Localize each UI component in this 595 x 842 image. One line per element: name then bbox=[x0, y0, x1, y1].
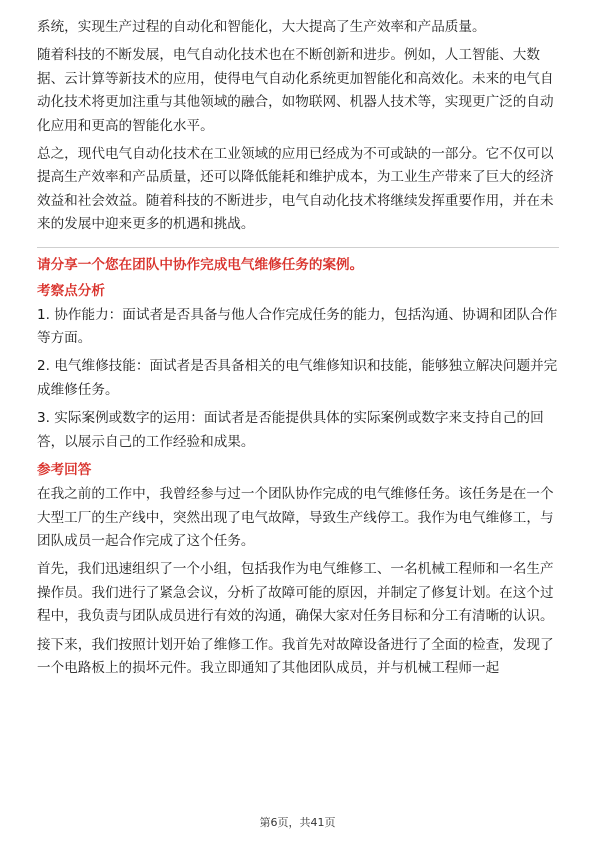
page-content bbox=[37, 16, 559, 685]
answer-paragraph-3: 接下来，我们按照计划开始了维修工作。我首先对故障设备进行了全面的检查，发现了一个电路板上的损坏元件。我立即通知了其他团队成员，并与机械工程师一起 bbox=[37, 636, 554, 676]
analysis-point-1: 1. 协作能力：面试者是否具备与他人合作完成任务的能力，包括沟通、协调和团队合作等方面。 bbox=[37, 306, 558, 347]
page-footer: 第6页，共41页 bbox=[259, 816, 336, 829]
analysis-title: 考察点分析 bbox=[37, 282, 105, 299]
answer-paragraph-2: 首先，我们迅速组织了一个小组，包括我作为电气维修工、一名机械工程师和一名生产操作员。我们进行了紧急会议，分析了故障可能的原因，并制定了修复计划。在这个过程中，我负责与团队成员进行有效的沟通，确保大家对任务目标和分工有清晰的认识。 bbox=[37, 561, 554, 625]
intro-paragraph-2: 随着科技的不断发展，电气自动化技术也在不断创新和进步。例如，人工智能、大数据、云计算等新技术的应用，使得电气自动化系统更加智能化和高效化。未来的电气自动化技术将更加注重与其他领域的融合，如物联网、机器人技术等，实现更广泛的自动化应用和更高的智能化水平。 bbox=[37, 47, 554, 134]
intro-paragraph-1: 系统，实现生产过程的自动化和智能化，大大提高了生产效率和产品质量。 bbox=[37, 19, 486, 35]
answer-title: 参考回答 bbox=[37, 462, 92, 479]
intro-paragraph-3: 总之，现代电气自动化技术在工业领域的应用已经成为不可或缺的一部分。它不仅可以提高生产效率和产品质量，还可以降低能耗和维护成本，为工业生产带来了巨大的经济效益和社会效益。随着科技的不断进步，电气自动化技术将继续发挥重要作用，并在未来的发展中迎来更多的机遇和挑战。 bbox=[37, 146, 554, 233]
question-heading: 请分享一个您在团队中协作完成电气维修任务的案例。 bbox=[37, 256, 364, 273]
answer-paragraph-1: 在我之前的工作中，我曾经参与过一个团队协作完成的电气维修任务。该任务是在一个大型工厂的生产线中，突然出现了电气故障，导致生产线停工。我作为电气维修工，与团队成员一起合作完成了这个任务。 bbox=[37, 486, 554, 549]
analysis-point-3: 3. 实际案例或数字的运用：面试者是否能提供具体的实际案例或数字来支持自己的回答，以展示自己的工作经验和成果。 bbox=[37, 410, 544, 450]
section-divider bbox=[37, 247, 559, 248]
analysis-point-2: 2. 电气维修技能：面试者是否具备相关的电气维修知识和技能，能够独立解决问题并完成维修任务。 bbox=[37, 358, 558, 398]
